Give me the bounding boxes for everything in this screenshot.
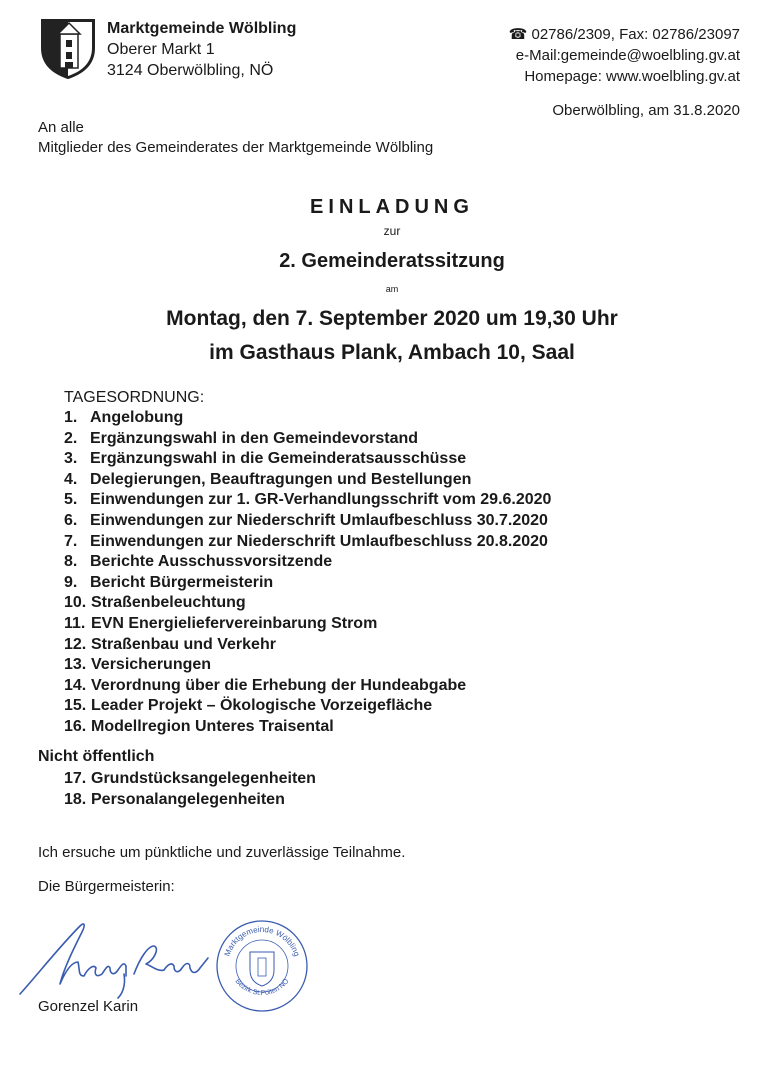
stamp-bottom-text: Bezirk St.Pölten NÖ [233,977,291,997]
agenda-item [64,449,551,470]
nonpublic-list [64,768,316,810]
agenda-item [64,429,551,450]
agenda-item-number: 10. [64,594,87,612]
agenda-item [64,573,551,594]
session-location: im Gasthaus Plank, Ambach 10, Saal [209,341,575,364]
agenda-item [64,676,551,697]
recipients [38,118,433,158]
agenda-item-text: Leader Projekt – Ökologische Vorzeigefläche [91,697,433,715]
phone-fax: 02786/2309, Fax: 02786/23097 [531,26,740,43]
contact-block [509,24,740,87]
agenda-item-text: Personalangelegenheiten [91,791,285,808]
sender-address [107,18,296,81]
nonpublic-heading: Nicht öffentlich [38,748,155,765]
agenda-item-number: 14. [64,676,87,694]
session-details [0,302,784,370]
agenda-item-text: Ergänzungswahl in den Gemeindevorstand [90,429,419,447]
agenda-item [64,470,551,491]
recipients-line-2: Mitglieder des Gemeinderates der Marktgemeinde Wölbling [38,139,434,156]
signer-name: Gorenzel Karin [38,998,139,1015]
agenda-item-text: Einwendungen zur 1. GR-Verhandlungsschrift vom 29.6.2020 [90,491,552,509]
agenda-item [64,635,551,656]
svg-text:Bezirk St.Pölten NÖ [234,977,291,997]
agenda-item [64,717,551,738]
agenda-item-text: Straßenbeleuchtung [91,594,246,612]
agenda-item-number: 16. [64,717,87,735]
agenda-item-number: 1. [64,409,78,426]
official-stamp-icon [214,918,310,1014]
agenda-item [64,789,316,810]
agenda-item-number: 3. [64,450,78,468]
agenda-item-number: 11. [64,614,86,632]
agenda-item-number: 17. [64,770,87,787]
agenda-item [64,768,316,789]
email: e-Mail:gemeinde@woelbling.gv.at [515,47,740,64]
agenda-item-text: Berichte Ausschussvorsitzende [90,553,333,571]
municipal-crest-icon [40,18,96,80]
signature-label: Die Bürgermeisterin: [38,878,175,895]
agenda-item [64,552,551,573]
agenda-item-number: 8. [64,553,78,571]
agenda-item-number: 5. [64,491,78,509]
agenda-heading: TAGESORDNUNG: [64,389,205,406]
session-datetime: Montag, den 7. September 2020 um 19,30 Uhr [166,307,618,330]
city: 3124 Oberwölbling, NÖ [107,62,274,79]
street: Oberer Markt 1 [107,41,215,58]
agenda-item [64,696,551,717]
agenda-item-number: 6. [64,511,78,529]
org-name: Marktgemeinde Wölbling [107,20,297,37]
agenda-item-text: Delegierungen, Beauftragungen und Bestellungen [90,470,472,488]
agenda-item-text: Verordnung über die Erhebung der Hundeabgabe [91,676,467,694]
agenda-item-text: Grundstücksangelegenheiten [91,770,316,787]
invitation-title: EINLADUNG [310,196,474,218]
agenda-item-number: 12. [64,635,87,653]
agenda-item [64,614,551,635]
agenda-item-text: Ergänzungswahl in die Gemeinderatsausschüsse [90,450,467,468]
agenda-item-number: 4. [64,470,78,488]
agenda-item-text: Straßenbau und Verkehr [91,635,276,653]
agenda-item [64,511,551,532]
agenda-item-number: 15. [64,697,87,715]
homepage: Homepage: www.woelbling.gv.at [524,68,740,85]
telephone-icon: ☎ [508,26,528,43]
agenda-item [64,532,551,553]
agenda-list [64,408,551,738]
agenda-item [64,490,551,511]
closing-request: Ich ersuche um pünktliche und zuverlässige Teilnahme. [38,844,406,861]
agenda-item-text: EVN Energieliefervereinbarung Strom [91,614,378,632]
agenda-item-number: 13. [64,656,87,674]
recipients-line-1: An alle [38,119,84,136]
agenda-item-text: Einwendungen zur Niederschrift Umlaufbeschluss 20.8.2020 [90,532,548,550]
session-name: 2. Gemeinderatssitzung [279,250,505,272]
agenda-item-number: 9. [64,573,78,591]
agenda-item-text: Bericht Bürgermeisterin [90,573,274,591]
agenda-item [64,408,551,429]
invitation-am: am [385,284,399,294]
agenda-item-number: 2. [64,429,78,447]
invitation-zur: zur [383,224,401,238]
agenda-item-number: 7. [64,532,78,550]
agenda-item [64,593,551,614]
stamp-top-text: Marktgemeinde Wölbling [222,925,302,958]
dateline: Oberwölbling, am 31.8.2020 [552,102,740,119]
agenda-item-text: Angelobung [90,409,184,426]
agenda-item-number: 18. [64,791,87,808]
agenda-item-text: Modellregion Unteres Traisental [91,717,334,735]
agenda-item-text: Einwendungen zur Niederschrift Umlaufbeschluss 30.7.2020 [90,511,548,529]
agenda-item-text: Versicherungen [91,656,212,674]
agenda-item [64,655,551,676]
handwritten-signature [14,912,244,1002]
